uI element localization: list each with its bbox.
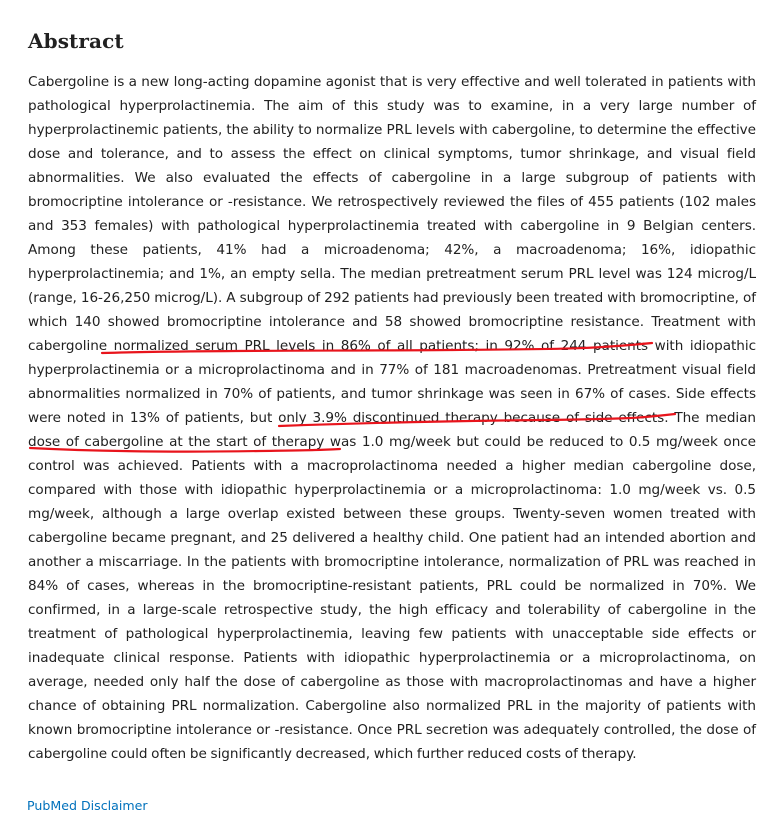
abstract-heading: Abstract	[28, 29, 124, 53]
abstract-section	[28, 26, 756, 766]
pubmed-disclaimer-link[interactable]: PubMed Disclaimer	[27, 798, 148, 813]
underlined-sentence-prl-normalization: Treatment with cabergoline normalized serum PRL levels in 86% of all patients;	[28, 314, 756, 354]
underlined-sentence-side-effects: Side effects were noted in 13% of patients, but only 3.9% discontinued therapy because of side effects.	[28, 386, 756, 426]
abstract-text-intro: Cabergoline is a new long-acting dopamine agonist that is very effective and well tolerated in patients with pathological hyperprolactinemia. The aim of this study was to examine, in a very large number of hyperprolactinemic patients, the ability to normalize PRL levels with cabergoline, to determine the effective dose and tolerance, and to assess the effect on clinical symptoms, tumor shrinkage, and visual field abnormalities. We also evaluated the effects of cabergoline in a large subgroup of patients with bromocriptine intolerance or -resistance. We retrospectively reviewed the files of 455 patients (102 males and 353 females) with pathological hyperprolactinemia treated with cabergoline in 9 Belgian centers. Among these patients, 41% had a microadenoma; 42%, a macroadenoma; 16%, idiopathic hyperprolactinemia; and 1%, an empty sella. The median pretreatment serum PRL level was 124 microg/L (range, 16-26,250 microg/L). A subgroup of 292 patients had previously been treated with bromocriptine, of which 140 showed bromocriptine intolerance and 58 showed bromocriptine resistance.	[28, 74, 756, 330]
abstract-text-outro: The median dose of cabergoline at the start of therapy was 1.0 mg/week but could be reduced to 0.5 mg/week once control was achieved. Patients with a macroprolactinoma needed a higher median cabergoline dose, compared with those with idiopathic hyperprolactinemia or a microprolactinoma: 1.0 mg/week vs. 0.5 mg/week, although a large overlap existed between these groups. Twenty-seven women treated with cabergoline became pregnant, and 25 delivered a healthy child. One patient had an intended abortion and another a miscarriage. In the patients with bromocriptine intolerance, normalization of PRL was reached in 84% of cases, whereas in the bromocriptine-resistant patients, PRL could be normalized in 70%. We confirmed, in a large-scale retrospective study, the high efficacy and tolerability of cabergoline in the treatment of pathological hyperprolactinemia, leaving few patients with unacceptable side effects or inadequate clinical response. Patients with idiopathic hyperprolactinemia or a microprolactinoma, on average, needed only half the dose of cabergoline as those with macroprolactinomas and have a higher chance of obtaining PRL normalization. Cabergoline also normalized PRL in the majority of patients with known bromocriptine intolerance or -resistance. Once PRL secretion was adequately controlled, the dose of cabergoline could often be significantly decreased, which further reduced costs of therapy.	[28, 410, 756, 762]
abstract-text-middle: in 92% of 244 patients with idiopathic hyperprolactinemia or a microprolactinoma and in 77% of 181 macroadenomas. Pretreatment visual field abnormalities normalized in 70% of patients, and tumor shrinkage was seen in 67% of cases.	[28, 338, 757, 402]
abstract-text	[28, 70, 756, 766]
